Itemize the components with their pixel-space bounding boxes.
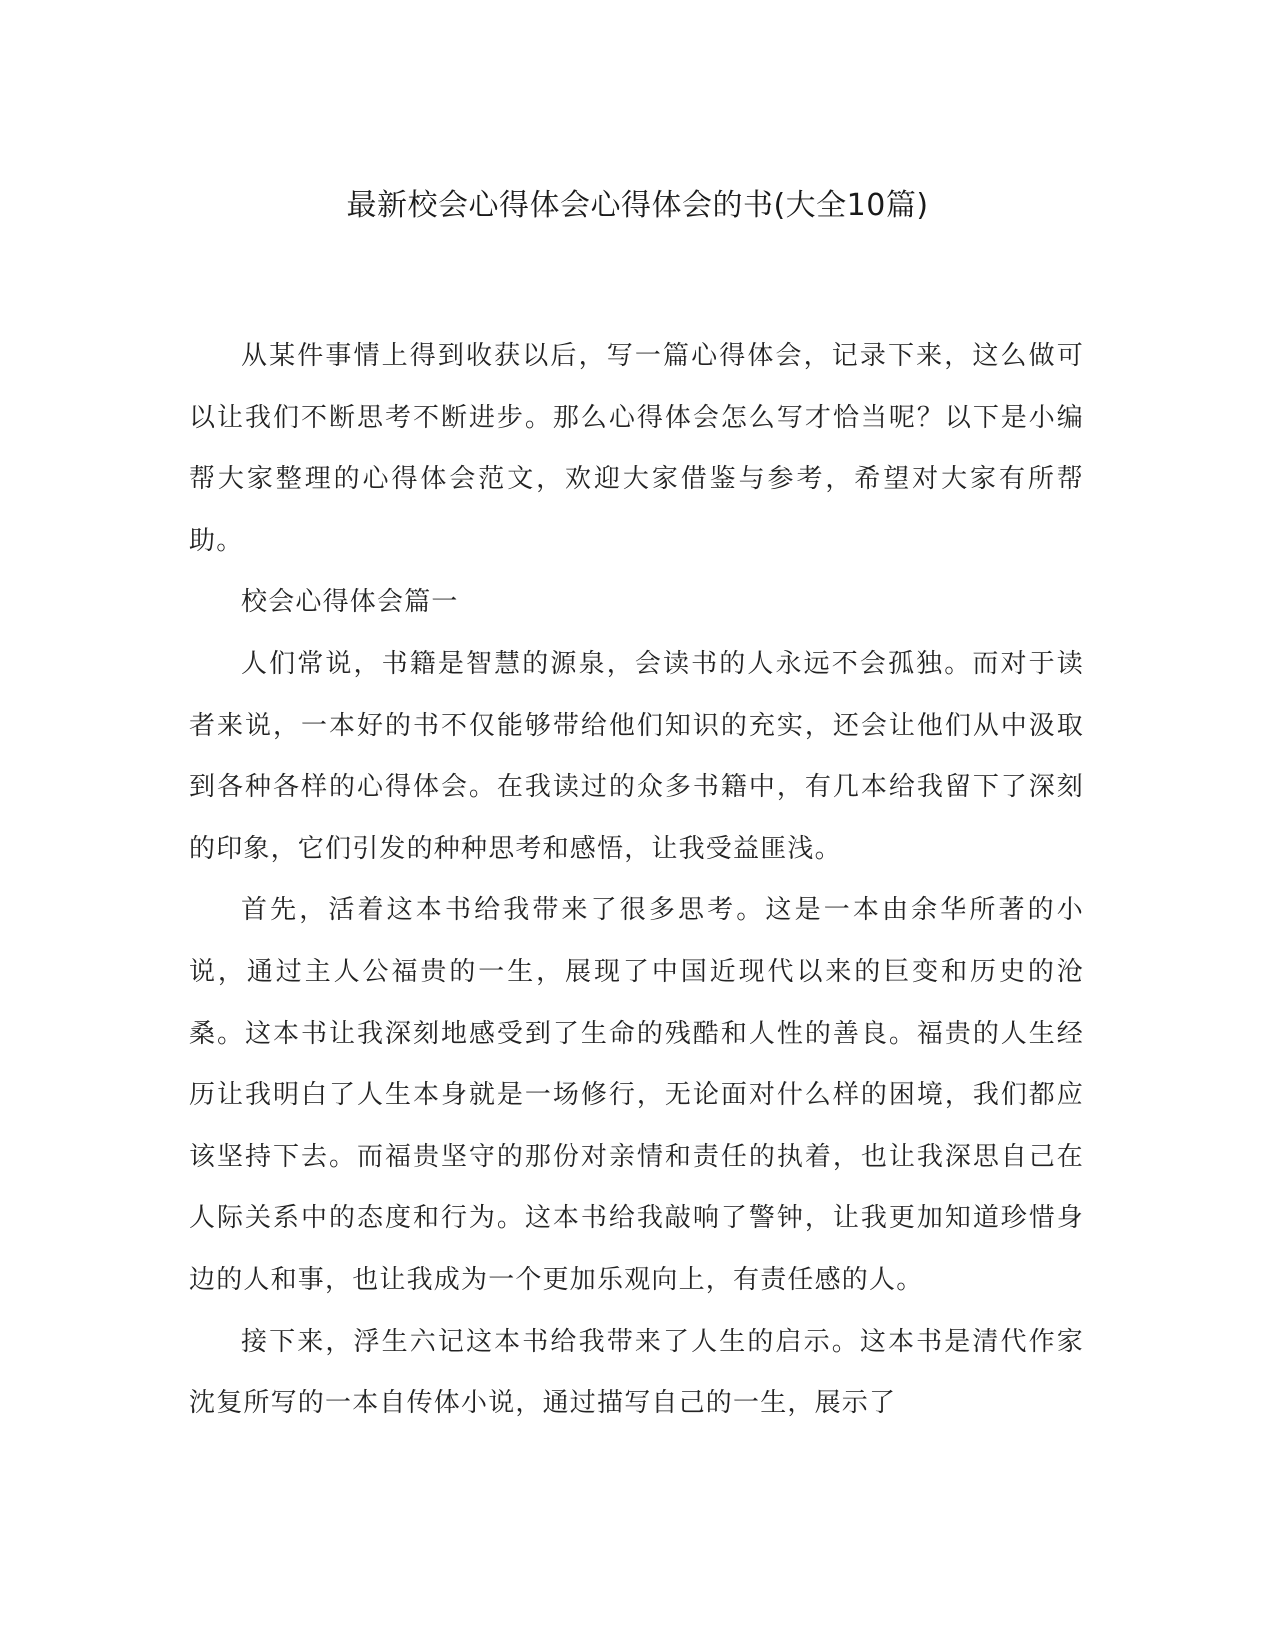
body-paragraph: 首先，活着这本书给我带来了很多思考。这是一本由余华所著的小说，通过主人公福贵的一生，展现了中国近现代以来的巨变和历史的沧桑。这本书让我深刻地感受到了生命的残酷和人性的善良。福贵的人生经历让我明白了人生本身就是一场修行，无论面对什么样的困境，我们都应该坚持下去。而福贵坚守的那份对亲情和责任的执着，也让我深思自己在人际关系中的态度和行为。这本书给我敲响了警钟，让我更加知道珍惜身边的人和事，也让我成为一个更加乐观向上，有责任感的人。 <box>189 895 1084 1295</box>
body-paragraph: 接下来，浮生六记这本书给我带来了人生的启示。这本书是清代作家沈复所写的一本自传体小说，通过描写自己的一生，展示了 <box>189 1326 1084 1419</box>
body-paragraph: 人们常说，书籍是智慧的源泉，会读书的人永远不会孤独。而对于读者来说，一本好的书不仅能够带给他们知识的充实，还会让他们从中汲取到各种各样的心得体会。在我读过的众多书籍中，有几本给我留下了深刻的印象，它们引发的种种思考和感悟，让我受益匪浅。 <box>189 648 1084 864</box>
section-heading-1: 校会心得体会篇一 <box>241 587 459 618</box>
document-title: 最新校会心得体会心得体会的书(大全10篇) <box>346 188 929 223</box>
document-body <box>189 326 1084 1435</box>
intro-paragraph: 从某件事情上得到收获以后，写一篇心得体会，记录下来，这么做可以让我们不断思考不断进步。那么心得体会怎么写才恰当呢？以下是小编帮大家整理的心得体会范文，欢迎大家借鉴与参考，希望对大家有所帮助。 <box>189 341 1084 556</box>
